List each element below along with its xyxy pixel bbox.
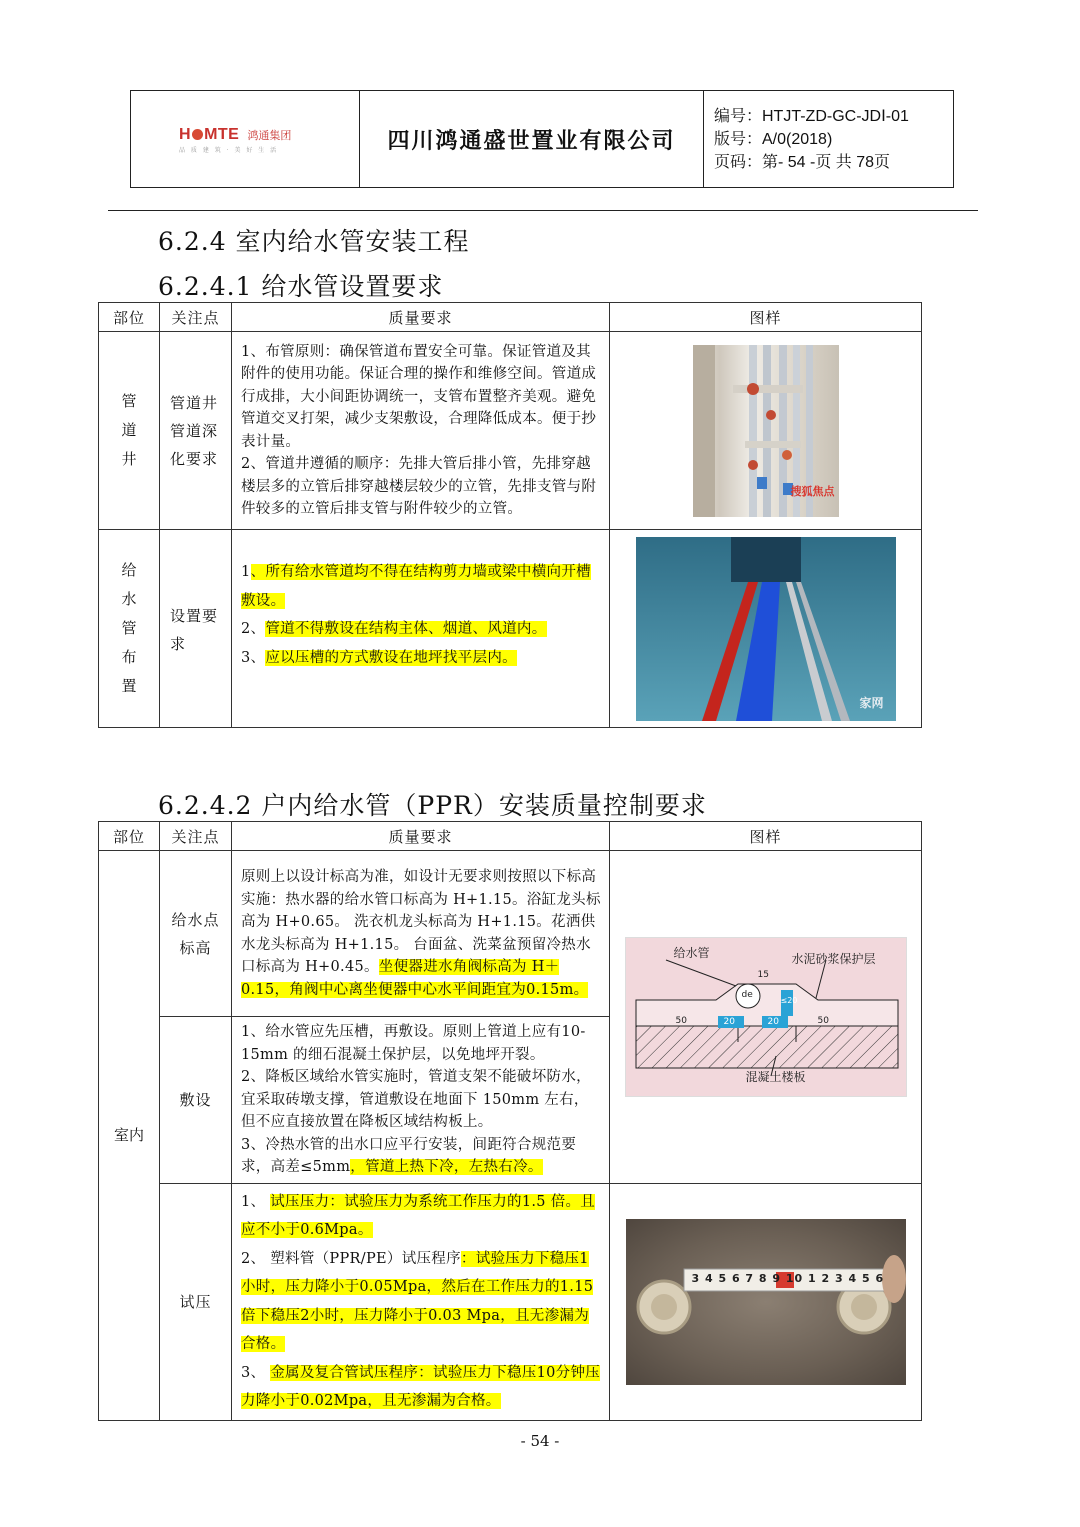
company-name: 四川鸿通盛世置业有限公司 [360, 91, 704, 187]
requirement-item [241, 1188, 601, 1245]
figure-cell [610, 1183, 922, 1420]
focus-line: 标高 [179, 938, 212, 957]
subsection-1-title: 6.2.4.1 给水管设置要求 [158, 272, 444, 301]
header-divider [108, 210, 978, 211]
table-row [99, 332, 922, 530]
highlighted-text: 金属及复合管试压程序：试验压力下稳压10分钟压力降小于0.02Mpa，且无渗漏为合格。 [241, 1364, 601, 1409]
requirement-cell [232, 1183, 610, 1420]
col-header-figure: 图样 [610, 303, 922, 332]
part-char: 布 [121, 648, 137, 666]
requirement-item: 2、管道井遵循的顺序：先排大管后排小管，先排穿越楼层多的立管后排穿越楼层较少的立管，先排支管与附件较多的立管后排支管与附件较少的立管。 [241, 456, 597, 517]
highlighted-text: 应以压槽的方式敷设在地坪找平层内。 [265, 649, 517, 666]
dim-label: 20 [767, 1016, 779, 1027]
col-header-requirement: 质量要求 [232, 303, 610, 332]
requirement-prefix: 3、 [241, 649, 266, 666]
focus-line: 管道深 [170, 421, 219, 440]
col-header-focus: 关注点 [160, 822, 232, 851]
diagram-label-slab: 混凝土楼板 [745, 1069, 806, 1084]
table-header-row [99, 822, 922, 851]
tape-measure-scale: 3 4 5 6 7 8 9 10 1 2 3 4 5 6 [691, 1271, 885, 1285]
water-pipe-setting-table [98, 302, 922, 728]
figure-cell [610, 530, 922, 728]
highlighted-text: 试压压力：试验压力为系统工作压力的1.5 倍。且应不小于0.6Mpa。 [241, 1193, 596, 1238]
part-cell [99, 530, 160, 728]
part-char: 水 [121, 590, 137, 608]
logo-brand: H MTE [179, 126, 240, 143]
col-header-part: 部位 [99, 822, 160, 851]
table-row [99, 1183, 922, 1420]
photo-watermark: 家网 [859, 695, 884, 710]
focus-cell [160, 332, 232, 530]
focus-line: 试压 [179, 1292, 212, 1311]
dim-label: 50 [675, 1015, 687, 1026]
requirement-item [241, 615, 601, 644]
part-char: 管 [121, 619, 137, 637]
photo-watermark: 搜狐焦点 [790, 484, 835, 498]
col-header-figure: 图样 [610, 822, 922, 851]
requirement-prefix: 3、 [241, 1364, 271, 1381]
table-header-row [99, 303, 922, 332]
requirement-prefix: 1、 [241, 1193, 271, 1210]
focus-cell [160, 530, 232, 728]
focus-cell [160, 851, 232, 1017]
doc-version: 版号：A/0(2018) [714, 131, 833, 148]
requirement-prefix: 1 [241, 564, 251, 580]
focus-line: 求 [170, 635, 187, 653]
document-header [130, 90, 954, 188]
highlighted-text: ，管道上热下冷，左热右冷。 [350, 1159, 543, 1175]
part-cell: 室内 [99, 851, 160, 1421]
part-char: 井 [121, 450, 137, 468]
requirement-text: 3、冷热水管的出水口应平行安装，间距符合规范要求，高差≤5mm [241, 1136, 577, 1175]
highlighted-text: 坐便器进水角阀标高为 H＋0.15，角阀中心离坐便器中心水平间距宜为0.15m。 [241, 959, 589, 998]
doc-page-info: 页码：第- 54 -页 共 78页 [714, 154, 891, 171]
col-header-part: 部位 [99, 303, 160, 332]
document-meta [704, 91, 953, 187]
requirement-item [241, 1359, 601, 1416]
focus-line: 设置要 [170, 607, 219, 625]
dim-label: 50 [817, 1015, 829, 1026]
logo-tagline: 品 质 建 筑 · 美 好 生 活 [179, 147, 279, 154]
highlighted-text: 、所有给水管道均不得在结构剪力墙或梁中横向开槽敷设。 [241, 564, 591, 609]
col-header-requirement: 质量要求 [232, 822, 610, 851]
table-row [99, 851, 922, 1017]
highlighted-text: ：试验压力下稳压1小时，压力降小于0.05Mpa，然后在工作压力的1.15倍下稳压2小时，压力降小于0.03 Mpa，且无渗漏为合格。 [241, 1250, 594, 1352]
focus-line: 管道井 [170, 393, 219, 412]
requirement-cell [232, 1017, 610, 1184]
logo-cell [131, 91, 360, 187]
logo-brand-cn: 鸿通集团 [247, 129, 292, 142]
focus-line: 给水点 [171, 910, 220, 929]
part-cell [99, 332, 160, 530]
ppr-install-quality-table [98, 821, 922, 1421]
focus-cell [160, 1183, 232, 1420]
part-char: 管 [121, 392, 137, 410]
requirement-item [241, 1245, 601, 1359]
requirement-item [241, 644, 601, 673]
focus-line: 化要求 [170, 449, 219, 468]
requirement-text: 原则上以设计标高为准，如设计无要求则按照以下标高实施：热水器的给水管口标高为 H+1.15。浴缸龙头标高为 H+0.65。 洗衣机龙头标高为 H+1.15。花洒供水龙头标高为 H+1.15。 台面盆、洗菜盆预留冷热水口标高为 H+0.45。 [241, 869, 601, 975]
requirement-item: 1、给水管应先压槽，再敷设。原则上管道上应有10-15mm 的细石混凝土保护层，以免地坪开裂。 [241, 1024, 586, 1063]
floor-pipe-illustration [636, 537, 896, 721]
page-number: - 54 - [520, 1432, 560, 1450]
pipe-shaft-photo [693, 345, 839, 517]
requirement-item [241, 558, 601, 615]
table-row [99, 530, 922, 728]
requirement-prefix: 2、 塑料管（PPR/PE）试压程序 [241, 1250, 461, 1267]
col-header-focus: 关注点 [160, 303, 232, 332]
requirement-cell [232, 530, 610, 728]
focus-line: 敷设 [179, 1090, 212, 1109]
dim-label: 20 [723, 1016, 735, 1027]
dim-label: de [741, 989, 753, 1000]
doc-number: 编号：HTJT-ZD-GC-JDⅠ-01 [714, 108, 909, 125]
pipe-section-diagram [625, 937, 907, 1097]
part-char: 置 [121, 677, 137, 695]
company-logo [179, 124, 319, 152]
floor-pipe-render [636, 537, 896, 721]
dim-label: ≤20 [780, 995, 798, 1005]
focus-cell [160, 1017, 232, 1184]
part-char: 道 [121, 421, 137, 439]
requirement-item: 1、布管原则：确保管道布置安全可靠。保证管道及其附件的使用功能。保证合理的操作和维修空间。管道成行成排，大小间距协调统一，支管布置整齐美观。避免管道交叉打架，减少支架敷设，合理降低成本。便于抄表计量。 [241, 343, 597, 450]
pressure-test-illustration [626, 1219, 906, 1385]
requirement-prefix: 2、 [241, 621, 266, 637]
requirement-cell [232, 851, 610, 1017]
diagram-label-pipe: 给水管 [673, 945, 710, 960]
diagram-label-layer: 水泥砂浆保护层 [791, 951, 876, 966]
requirement-item [241, 1134, 601, 1179]
highlighted-text: 管道不得敷设在结构主体、烟道、风道内。 [265, 621, 547, 637]
subsection-2-title: 6.2.4.2 户内给水管（PPR）安装质量控制要求 [158, 791, 707, 820]
section-title: 6.2.4 室内给水管安装工程 [158, 227, 470, 256]
requirement-item [241, 866, 601, 1001]
figure-cell [610, 332, 922, 530]
figure-cell [610, 851, 922, 1184]
requirement-cell [232, 332, 610, 530]
requirement-item: 2、降板区域给水管实施时，管道支架不能破坏防水，宜采取砖墩支撑，管道敷设在地面下 150mm 左右，但不应直接放置在降板区域结构板上。 [241, 1069, 591, 1130]
part-char: 给 [121, 561, 137, 579]
dim-label: 15 [757, 969, 769, 980]
pressure-test-photo [626, 1219, 906, 1385]
